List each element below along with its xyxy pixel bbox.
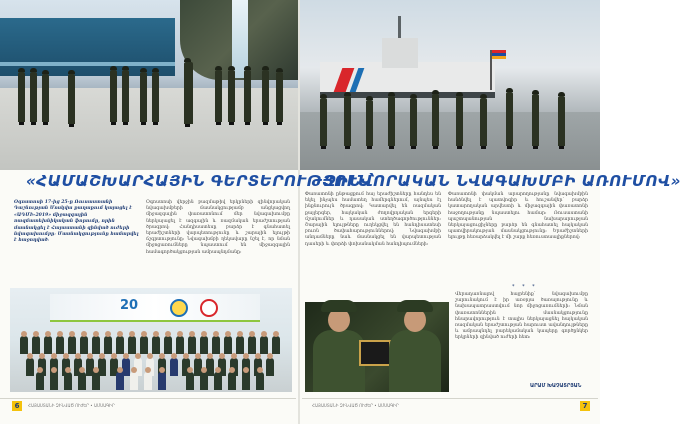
article-intro: Օգոստոսի 17-ից 25-ը Ռուսաստանի Դաշնության Մոսկվա քաղաքում կայացել է «ԱԴՄԻ-2019» միջազգային ռազմատեխնիկական ֆորումը, որին մասնակցել է Հայաստանի զինված ուժերի նվագախումբը։ Մասնակցությունը համարվել է հաջողված։ [14,200,139,244]
parade-photo-left [0,0,298,170]
banner-number: 20 [120,298,139,313]
page-spine [298,0,300,424]
officer-right [389,330,441,392]
crowd-front-row [16,368,286,390]
event-banner [50,294,260,322]
building-backdrop [0,18,175,76]
page-number-left: 6 [12,401,22,411]
footer-right [302,398,598,413]
author-signature: ԱՐԱՄ ԽԱՉԱՏՐՅԱՆ [530,383,582,389]
page-number-right: 7 [580,401,590,411]
award-photo [305,302,449,392]
event-logo-icon [170,299,188,317]
body-column-d: Վերադառնալով հայրենիք՝ նվագախումբը շարունակում է իր առօրյա ծառայությունը և նախապատրաստվում նոր միջոցառումների։ Նման փառատոններին մասնակցությունը հնարավորություն է տալիս ներկայացնել հայկական ռազմական երաժշտության հարուստ ավանդույթները և ամրապնդել բարեկամական կապերը գործընկեր երկրների զինված ուժերի հետ։ [455,292,588,341]
body-column-b: Փառատոնի ընթացքում հայ երաժիշտները հանդես են եկել ինչպես համատեղ համերգներում, այնպես էլ ինքնուրույն ծրագրով։ Կատարվել են ռազմական քայլերգեր, հայկական ժողովրդական երգերի մշակումներ և դասական ստեղծագործություններ։ Շարային ելույթները ուղեկցվել են հանդիսատեսի բուռն ծափահարություններով։ Նվագախմբի անդամները նաև մասնակցել են վարպետության դասերի և փորձի փոխանակման հանդիպումների։ [305,192,441,247]
footer-text-left: ՀԱՅԱՍՏԱՆԻ ԶԻՆՎԱԾ ՈՒԺԵՐ • ԱՄՍԱԳԻՐ [28,403,115,408]
headline-right: ԶԻՆՎՈՐԱԿԱՆ ՆՎԱԳԱԽՄԲԻ ԱՌՈՒՄՈՎ» [324,172,681,190]
crowd-back-row [16,332,286,354]
band-ship-photo-right [300,0,600,170]
body-column-a: Օգոստոսի վերջին բազմաթիվ երկրների զինվորական նվագախմբերի մասնակցությամբ անցկացվող միջազգային փառատոնում մեր նվագախումբը ներկայացել է ազգային և ռազմական երաժշտության ծրագրով։ Հանդիսատեսը բարձր է գնահատել երաժիշտների վարպետությունը և շարային ելույթի ճշգրտությունը։ Նվագախմբի ղեկավարը նշել է, որ նման միջոցառումները նպաստում են միջազգային համագործակցության ամրապնդմանը։ [146,200,290,255]
emblem-icon [200,299,218,317]
officer-left [313,330,365,392]
body-column-c: Փառատոնի փակման արարողությանը նվագախմբին հանձնվել է պատվոգիր և հուշանվեր՝ բարձր կատարողական արվեստի և միջազգային փառատոնի հաջողությանը նպաստելու համար։ Ռուսաստանի պաշտպանության նախարարության ներկայացուցիչները բարձր են գնահատել հայկական պատվիրակության մասնակցությունը։ Երաժիշտների ելույթը հեռարձակվել է մի շարք հեռուստաալիքներով։ [448,192,588,241]
award-plaque [359,340,391,366]
flag-icon [490,50,492,90]
footer-text-right: ՀԱՅԱՍՏԱՆԻ ԶԻՆՎԱԾ ՈՒԺԵՐ • ԱՄՍԱԳԻՐ [312,403,399,408]
group-photo [10,288,292,392]
headline-left: «ՀԱՄԱՇԽԱՐՀԱՅԻՆ ԳԵՐՏԵՐՈՒԹՅՈՒՆ՝ [26,172,376,190]
footer-left [0,398,296,413]
section-divider-stars: * * * [512,284,538,290]
ship [320,28,495,98]
